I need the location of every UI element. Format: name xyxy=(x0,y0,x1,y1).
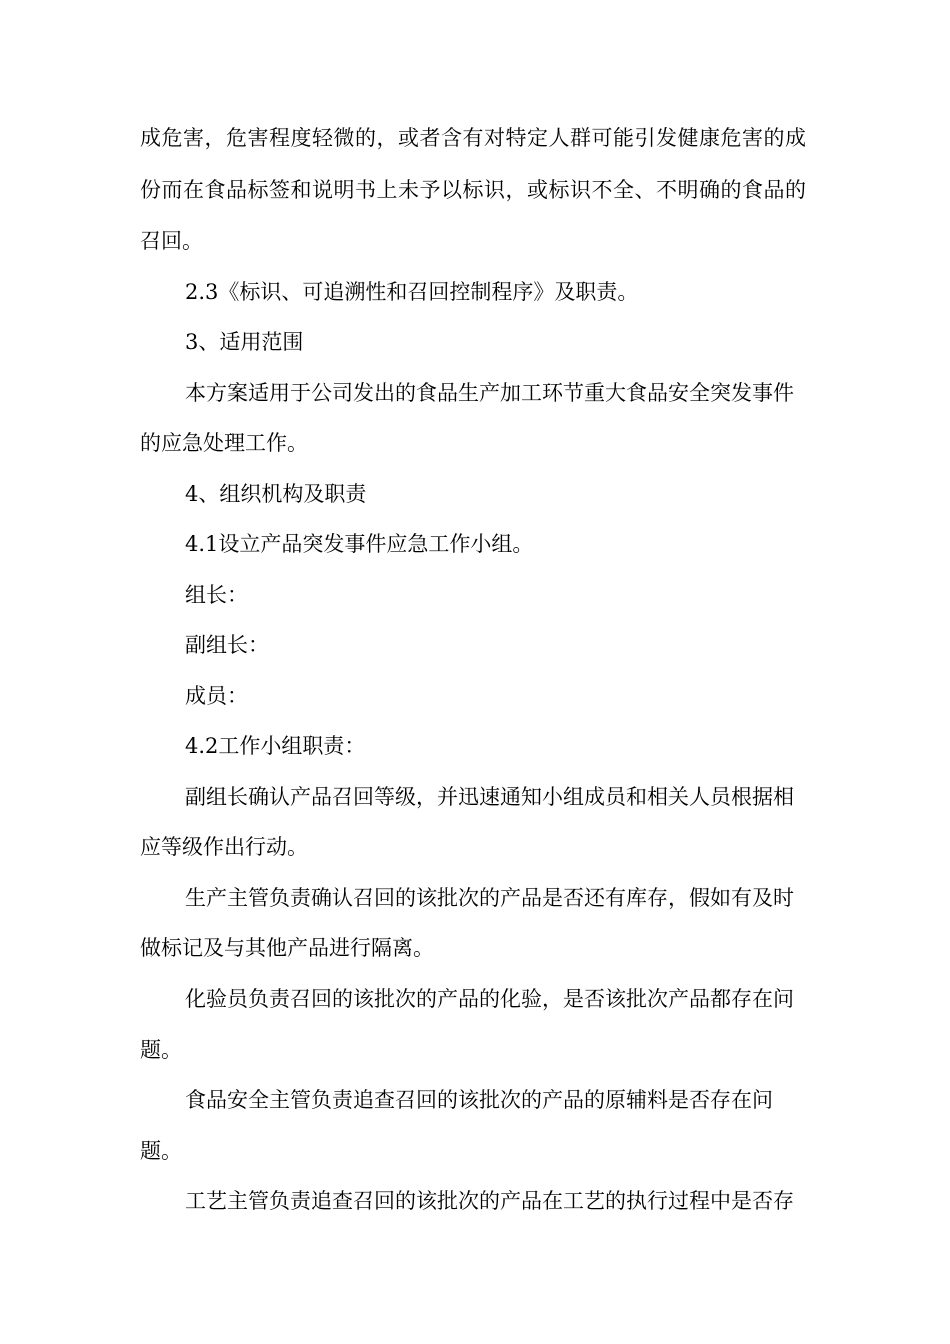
text-line: 化验员负责召回的该批次的产品的化验，是否该批次产品都存在问 xyxy=(185,987,794,1011)
text-line: 份而在食品标签和说明书上未予以标识，或标识不全、不明确的食品的 xyxy=(140,178,807,202)
text-line: 副组长确认产品召回等级，并迅速通知小组成员和相关人员根据相 xyxy=(185,785,794,809)
section-heading-4: 4、组织机构及职责 xyxy=(185,482,367,506)
text-line: 工艺主管负责追查召回的该批次的产品在工艺的执行过程中是否存 xyxy=(185,1189,794,1213)
text-line: 做标记及与其他产品进行隔离。 xyxy=(140,936,434,960)
text-line: 召回。 xyxy=(140,229,203,253)
text-line: 食品安全主管负责追查召回的该批次的产品的原辅料是否存在问 xyxy=(185,1088,773,1112)
text-line: 生产主管负责确认召回的该批次的产品是否还有库存，假如有及时 xyxy=(185,886,794,910)
section-heading-4-2: 4.2工作小组职责： xyxy=(185,734,366,758)
section-heading-4-1: 4.1设立产品突发事件应急工作小组。 xyxy=(185,532,534,556)
text-line: 成危害，危害程度轻微的，或者含有对特定人群可能引发健康危害的成 xyxy=(140,126,807,150)
deputy-leader-label: 副组长： xyxy=(185,633,269,657)
text-line: 题。 xyxy=(140,1139,182,1163)
text-line: 本方案适用于公司发出的食品生产加工环节重大食品安全突发事件 xyxy=(185,381,794,405)
section-heading-2-3: 2.3《标识、可追溯性和召回控制程序》及职责。 xyxy=(185,280,639,304)
section-heading-3: 3、适用范围 xyxy=(185,330,304,354)
text-line: 题。 xyxy=(140,1038,182,1062)
text-line: 应等级作出行动。 xyxy=(140,835,308,859)
team-leader-label: 组长： xyxy=(185,583,248,607)
members-label: 成员： xyxy=(185,684,248,708)
text-line: 的应急处理工作。 xyxy=(140,431,308,455)
